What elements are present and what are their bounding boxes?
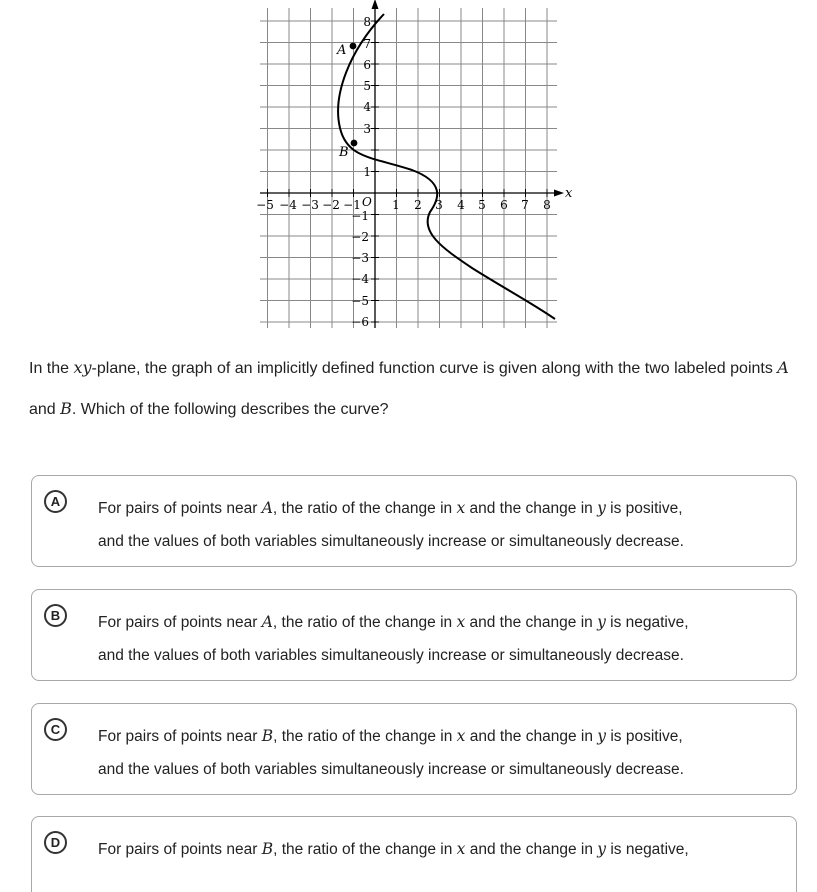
- choice-text-part: is positive,: [605, 500, 683, 517]
- x-tick-label: 1: [392, 198, 400, 212]
- x-tick-labels: [256, 198, 551, 212]
- choice-text-part: For pairs of points near: [98, 728, 262, 745]
- x-tick-label: −2: [322, 198, 340, 212]
- y-tick-label: 8: [363, 15, 371, 29]
- x-tick-label: −1: [343, 198, 361, 212]
- y-axis-arrow: [372, 0, 379, 9]
- question-part: . Which of the following describes the curve?: [71, 401, 389, 418]
- choice-c[interactable]: [31, 703, 797, 795]
- choice-text-part: For pairs of points near: [98, 841, 262, 858]
- x-tick-label: 7: [521, 198, 529, 212]
- coordinate-graph: [252, 0, 572, 340]
- choice-text-line2: and the values of both variables simultaneously increase or simultaneously decrease.: [98, 761, 684, 778]
- y-tick-label: 7: [363, 37, 371, 51]
- choice-var-x: x: [456, 727, 466, 745]
- choice-text-part: and the change in: [465, 500, 598, 517]
- choice-text: [98, 492, 778, 558]
- point-b-label: B: [339, 145, 349, 160]
- var-xy: xy: [73, 358, 92, 377]
- x-tick-label: 2: [414, 198, 422, 212]
- question-part: and: [29, 401, 61, 418]
- choice-letter-badge: B: [44, 604, 67, 627]
- choice-var-y: y: [597, 840, 607, 858]
- choice-text-part: For pairs of points near: [98, 500, 262, 517]
- choice-text-line2: and the values of both variables simultaneously increase or simultaneously decrease.: [98, 647, 684, 664]
- choice-text-part: is negative,: [605, 614, 689, 631]
- x-axis-label: x: [565, 186, 572, 201]
- x-tick-label: −3: [301, 198, 319, 212]
- choice-d[interactable]: [31, 816, 797, 892]
- choice-var-y: y: [597, 613, 606, 631]
- choice-b[interactable]: [31, 589, 797, 681]
- x-tick-label: 5: [478, 198, 486, 212]
- choice-text-part: is positive,: [606, 728, 683, 745]
- choice-text: [98, 720, 778, 786]
- y-tick-label: −4: [351, 272, 369, 286]
- y-tick-label: 1: [363, 165, 371, 179]
- choice-var-x: x: [456, 613, 466, 631]
- choice-text-part: is negative,: [606, 841, 689, 858]
- choice-point-var: B: [261, 727, 274, 745]
- x-tick-label: 4: [457, 198, 465, 212]
- question-part: In the: [29, 360, 74, 377]
- choice-text-part: , the ratio of the change in: [273, 841, 457, 858]
- choice-var-x: x: [456, 499, 466, 517]
- choice-var-y: y: [597, 727, 607, 745]
- choice-point-var: A: [261, 499, 273, 517]
- x-tick-label: 6: [500, 198, 508, 212]
- choice-text-line2: and the values of both variables simultaneously increase or simultaneously decrease.: [98, 533, 684, 550]
- y-tick-label: −6: [351, 315, 369, 329]
- choice-text-part: and the change in: [465, 614, 598, 631]
- choice-text-part: , the ratio of the change in: [272, 614, 457, 631]
- var-a: A: [777, 358, 789, 377]
- choice-var-x: x: [456, 840, 466, 858]
- point-a-marker: [350, 43, 357, 50]
- y-tick-label: −1: [351, 209, 369, 223]
- y-tick-label: −3: [351, 251, 369, 265]
- x-tick-label: 3: [435, 198, 443, 212]
- var-b: B: [60, 399, 72, 418]
- choice-point-var: B: [261, 840, 274, 858]
- choice-text: [98, 606, 778, 672]
- y-tick-label: −2: [351, 230, 369, 244]
- y-tick-label: −5: [351, 294, 369, 308]
- choice-text: [98, 833, 778, 866]
- y-tick-label: 4: [363, 100, 371, 114]
- choice-a[interactable]: [31, 475, 797, 567]
- question-part: -plane, the graph of an implicitly defined function curve is given along with the two labeled points: [91, 360, 778, 377]
- choice-text-part: , the ratio of the change in: [273, 728, 457, 745]
- y-tick-label: 5: [363, 79, 371, 93]
- choice-text-part: and the change in: [465, 728, 598, 745]
- choice-letter-badge: C: [44, 718, 67, 741]
- choice-text-part: , the ratio of the change in: [272, 500, 457, 517]
- origin-label: O: [362, 195, 372, 209]
- question-text: [29, 348, 804, 430]
- choice-letter-badge: D: [44, 831, 67, 854]
- choice-text-part: and the change in: [465, 841, 598, 858]
- x-tick-label: 8: [543, 198, 551, 212]
- choice-text-part: For pairs of points near: [98, 614, 262, 631]
- point-b-marker: [351, 140, 358, 147]
- choice-point-var: A: [261, 613, 273, 631]
- y-tick-label: 6: [363, 58, 371, 72]
- x-tick-label: −4: [279, 198, 297, 212]
- choice-letter-badge: A: [44, 490, 67, 513]
- y-tick-label: 3: [363, 122, 371, 136]
- x-axis-arrow: [554, 190, 564, 197]
- choice-var-y: y: [597, 499, 606, 517]
- point-a-label: A: [337, 43, 347, 58]
- x-tick-label: −5: [256, 198, 274, 212]
